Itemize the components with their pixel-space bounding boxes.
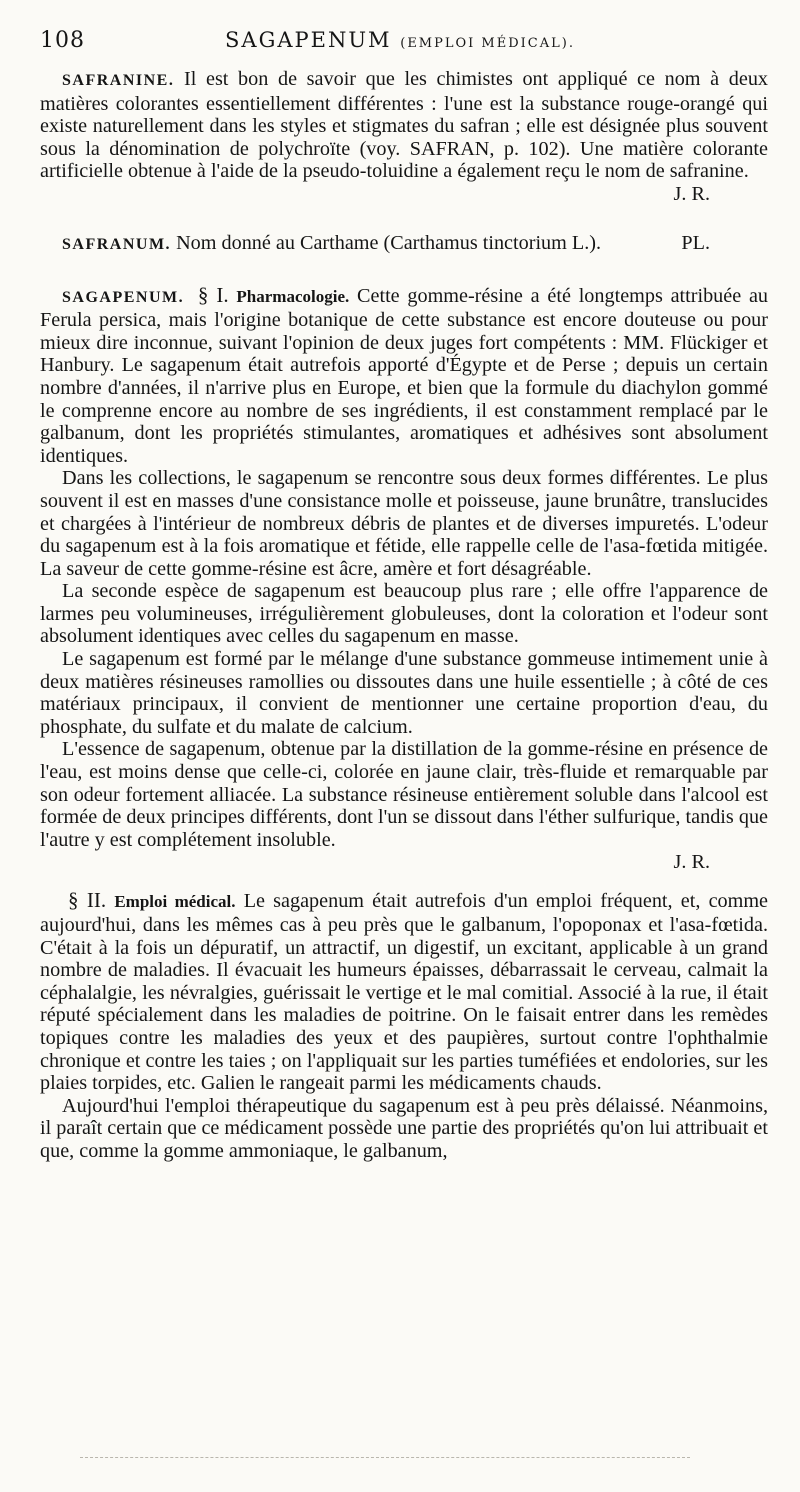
page-header [40,28,760,58]
section-mark: § II. [68,888,107,913]
running-title-main: SAGAPENUM [225,28,392,52]
author-signature: PL. [681,231,710,254]
entry-safranine [40,68,768,205]
paragraph [40,232,768,257]
section-mark: § I. [197,282,229,307]
page-body [40,68,768,1190]
paragraph: L'essence de sagapenum, obtenue par la distillation de la gomme-résine en présence de l'eau, est moins dense que celle-ci, colorée en jaune clair, très-fluide et remarquable par son odeur fortement alliacée. La substance résineuse entièrement soluble dans l'alcool est formée de deux principes différents, dont l'un se dissout dans l'éther sulfurique, tandis que l'autre y est complétement insoluble. [40,738,768,851]
paragraph [40,889,768,1094]
paragraph-text: Cette gomme-résine a été longtemps attribuée au Ferula persica, mais l'origine botanique de cette substance est encore douteuse ou pour mieux dire inconnue, suivant l'opinion de deux juges fort compétents : MM. Flückiger et Hanbury. Le sagapenum était autrefois apporté d'Égypte et de Perse ; depuis un certain nombre d'années, il n'arrive plus en Europe, et bien que la formule du diachylon gommé le comprenne encore au nombre de ses ingrédients, il est constamment remplacé par le galbanum, dont les propriétés stimulantes, aromatiques et adhésives sont absolument identiques. [40,284,769,467]
entry-safranum [40,232,768,257]
section-title: Emploi médical. [114,892,236,912]
section-title: Pharmacologie. [236,286,350,306]
running-title [40,28,760,52]
paragraph: La seconde espèce de sagapenum est beaucoup plus rare ; elle offre l'apparence de larmes peu volumineuses, irrégulièrement globuleuses, dont la coloration et l'odeur sont absolument identiques avec celles du sagapenum en masse. [40,580,768,648]
author-signature: J. R. [673,851,710,874]
headword: SAGAPENUM. [62,288,185,306]
entry-text: Il est bon de savoir que les chimistes ont appliqué ce nom à deux matières colorantes essentiellement différentes : l'une est la substance rouge-orangé qui existe naturellement dans les styles et stigmates du safran ; elle est désignée plus souvent sous la dénomination de polychroïte (voy. SAFRAN, p. 102). Une matière colorante artificielle obtenue à l'aide de la pseudo-toluidine a également reçu le nom de safranine. [40,68,769,183]
paragraph [40,68,768,183]
paragraph: Dans les collections, le sagapenum se rencontre sous deux formes différentes. Le plus souvent il est en masses d'une consistance molle et poisseuse, jaune brunâtre, translucides et chargées à l'intérieur de nombreux débris de plantes et de diverses impuretés. L'odeur du sagapenum est à la fois aromatique et fétide, elle rappelle celle de l'asa-fœtida mitigée. La saveur de cette gomme-résine est âcre, amère et fort désagréable. [40,467,768,580]
paragraph: Le sagapenum est formé par le mélange d'une substance gommeuse intimement unie à deux matières résineuses ramollies ou dissoutes dans une huile essentielle ; à côté de ces matériaux principaux, il convient de mentionner une certaine proportion d'eau, du phosphate, du sulfate et du malate de calcium. [40,648,768,738]
headword: SAFRANINE. [62,72,175,89]
paragraph-text: Le sagapenum était autrefois d'un emploi fréquent, et, comme aujourd'hui, dans les mêmes cas à peu près que le galbanum, l'opoponax et l'asa-fœtida. C'était à la fois un dépuratif, un attractif, un digestif, un excitant, applicable à un grand nombre de maladies. Il évacuait les humeurs épaisses, débarrassait le cerveau, calmait la céphalalgie, les névralgies, guérissait le vertige et le mal comitial. Associé à la rue, il était réputé spécialement dans les maladies de poitrine. On le faisait entrer dans les remèdes topiques contre les maladies des yeux et des paupières, surtout contre l'ophthalmie chronique et contre les taies ; on l'appliquait sur les parties tuméfiées et endolories, sur les plaies torpides, etc. Galien le rangeait parmi les médicaments chauds. [40,890,768,1095]
paragraph [40,284,768,468]
footer-rule [80,1457,690,1458]
entry-text: Nom donné au Carthame (Carthamus tinctorium L.). [176,231,602,254]
running-title-sub: (EMPLOI MÉDICAL). [400,36,575,51]
page-number: 108 [40,28,85,53]
entry-sagapenum [40,284,768,1163]
paragraph: Aujourd'hui l'emploi thérapeutique du sagapenum est à peu près délaissé. Néanmoins, il paraît certain que ce médicament possède une partie des propriétés qu'on lui attribuait et que, comme la gomme ammoniaque, le galbanum, [40,1094,768,1162]
author-signature: J. R. [673,182,710,205]
headword: SAFRANUM. [62,235,172,253]
